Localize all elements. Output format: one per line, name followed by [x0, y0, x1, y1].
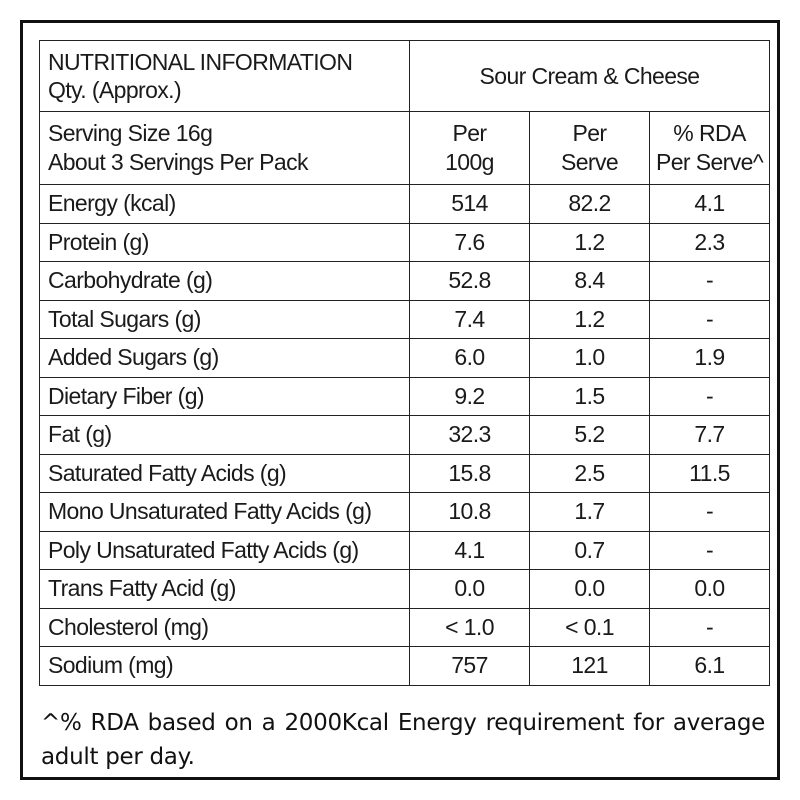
per-serve-value: 8.4: [530, 262, 650, 301]
col-header-rda: [650, 112, 770, 185]
per-100g-value: 7.6: [410, 223, 530, 262]
per-100g-value: 0.0: [410, 570, 530, 609]
per-serve-value: 1.2: [530, 300, 650, 339]
nutrient-name: Total Sugars (g): [40, 300, 410, 339]
rda-value: -: [650, 608, 770, 647]
nutrient-name: Energy (kcal): [40, 185, 410, 224]
rda-value: 6.1: [650, 647, 770, 686]
nutrient-name: Saturated Fatty Acids (g): [40, 454, 410, 493]
table-row: [40, 570, 770, 609]
nutrient-name: Trans Fatty Acid (g): [40, 570, 410, 609]
nutrient-name: Cholesterol (mg): [40, 608, 410, 647]
nutrient-name: Fat (g): [40, 416, 410, 455]
servings-per-pack: About 3 Servings Per Pack: [48, 149, 308, 175]
per-serve-value: 1.0: [530, 339, 650, 378]
per-100g-value: < 1.0: [410, 608, 530, 647]
rda-value: 0.0: [650, 570, 770, 609]
per-100g-value: 32.3: [410, 416, 530, 455]
nutrient-name: Sodium (mg): [40, 647, 410, 686]
table-row: [40, 300, 770, 339]
rda-value: -: [650, 262, 770, 301]
per-100g-value: 757: [410, 647, 530, 686]
rda-footnote: ^% RDA based on a 2000Kcal Energy requirement for average adult per day.: [41, 710, 765, 770]
col-header-perserve: [530, 112, 650, 185]
table-row: [40, 647, 770, 686]
table-title: NUTRITIONAL INFORMATION: [48, 49, 353, 75]
table-row: [40, 339, 770, 378]
per-100g-value: 6.0: [410, 339, 530, 378]
table-header-row: [40, 41, 770, 112]
table-row: [40, 377, 770, 416]
nutrient-name: Added Sugars (g): [40, 339, 410, 378]
rda-value: 7.7: [650, 416, 770, 455]
col-header-rda-line1: % RDA: [673, 120, 746, 146]
rda-value: 2.3: [650, 223, 770, 262]
table-row: [40, 454, 770, 493]
nutrient-name: Protein (g): [40, 223, 410, 262]
table-row: [40, 608, 770, 647]
table-row: [40, 185, 770, 224]
serving-size: Serving Size 16g: [48, 120, 213, 146]
rda-value: -: [650, 493, 770, 532]
rda-value: 4.1: [650, 185, 770, 224]
nutrient-name: Poly Unsaturated Fatty Acids (g): [40, 531, 410, 570]
per-serve-value: 0.7: [530, 531, 650, 570]
per-serve-value: 1.5: [530, 377, 650, 416]
per-serve-value: < 0.1: [530, 608, 650, 647]
per-serve-value: 0.0: [530, 570, 650, 609]
table-subtitle: Qty. (Approx.): [48, 77, 182, 103]
col-header-perserve-line1: Per: [572, 120, 607, 146]
serving-info: [40, 112, 410, 185]
col-header-perserve-line2: Serve: [560, 149, 619, 175]
product-name: Sour Cream & Cheese: [410, 41, 770, 112]
per-100g-value: 10.8: [410, 493, 530, 532]
table-row: [40, 223, 770, 262]
per-100g-value: 7.4: [410, 300, 530, 339]
per-100g-value: 4.1: [410, 531, 530, 570]
per-100g-value: 15.8: [410, 454, 530, 493]
per-100g-value: 9.2: [410, 377, 530, 416]
col-header-per100g: [410, 112, 530, 185]
per-100g-value: 514: [410, 185, 530, 224]
per-100g-value: 52.8: [410, 262, 530, 301]
per-serve-value: 1.2: [530, 223, 650, 262]
nutrient-name: Dietary Fiber (g): [40, 377, 410, 416]
rda-value: -: [650, 300, 770, 339]
table-row: [40, 416, 770, 455]
table-row: [40, 262, 770, 301]
header-cell: [40, 41, 410, 112]
table-row: [40, 531, 770, 570]
per-serve-value: 1.7: [530, 493, 650, 532]
per-serve-value: 5.2: [530, 416, 650, 455]
serving-row: [40, 112, 770, 185]
per-serve-value: 82.2: [530, 185, 650, 224]
rda-value: -: [650, 531, 770, 570]
rda-value: 11.5: [650, 454, 770, 493]
rda-value: -: [650, 377, 770, 416]
nutrient-name: Carbohydrate (g): [40, 262, 410, 301]
col-header-per100g-line1: Per: [452, 120, 487, 146]
nutrient-name: Mono Unsaturated Fatty Acids (g): [40, 493, 410, 532]
per-serve-value: 2.5: [530, 454, 650, 493]
col-header-per100g-line2: 100g: [445, 149, 494, 175]
table-row: [40, 493, 770, 532]
nutrition-label: [20, 20, 780, 780]
rda-value: 1.9: [650, 339, 770, 378]
col-header-rda-line2: Per Serve^: [655, 149, 764, 175]
nutrition-table: [39, 40, 770, 686]
per-serve-value: 121: [530, 647, 650, 686]
